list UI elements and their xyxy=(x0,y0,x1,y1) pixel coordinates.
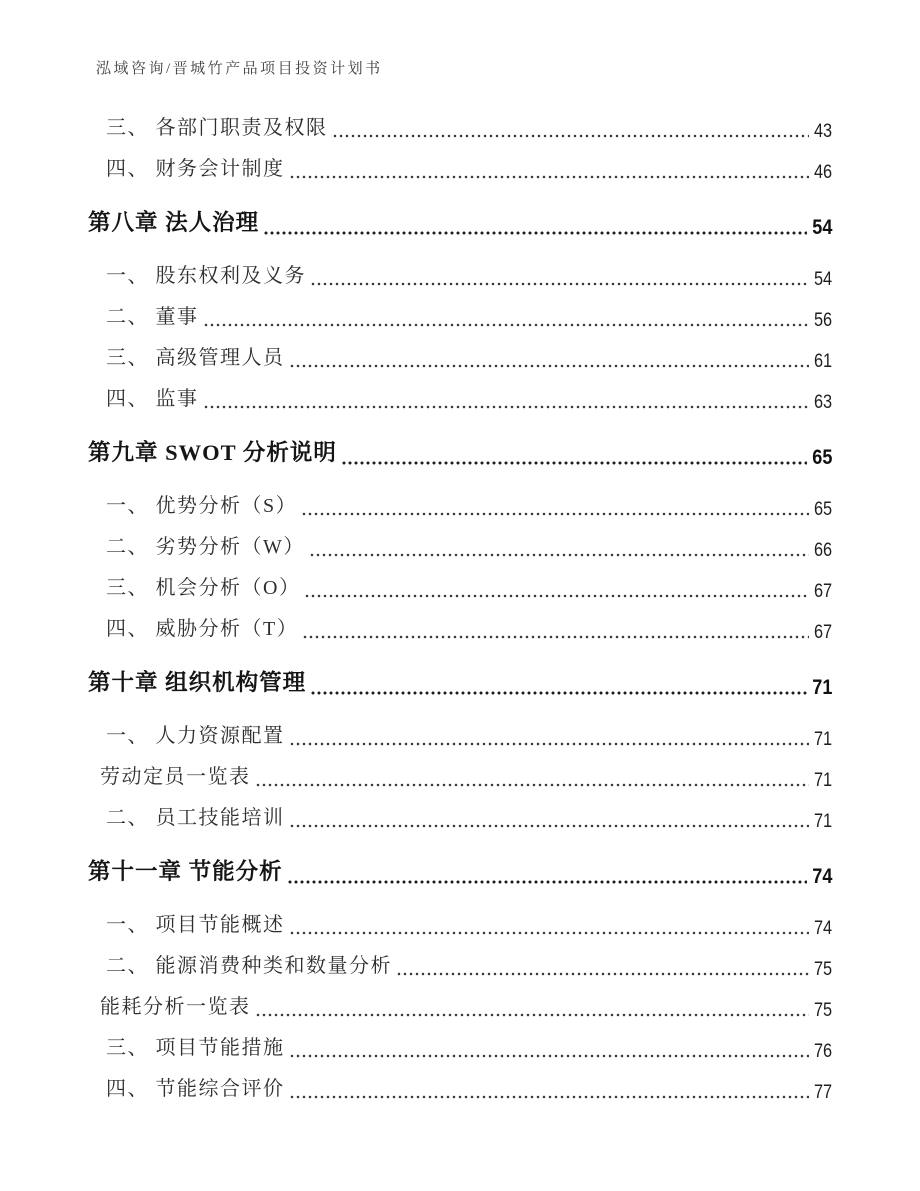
toc-page-number: 65 xyxy=(813,499,832,520)
toc-page-number: 75 xyxy=(813,959,832,980)
toc-entry-label: 二、 劣势分析（W） xyxy=(106,536,305,558)
toc-page-number: 74 xyxy=(813,918,832,939)
toc-page-number: 74 xyxy=(811,865,832,888)
toc-leader-dots xyxy=(310,691,807,695)
toc-leader-dots xyxy=(301,512,809,516)
toc-entry[interactable] xyxy=(88,798,832,839)
toc-entry[interactable] xyxy=(88,256,832,297)
toc-chapter-entry[interactable] xyxy=(88,662,832,706)
toc-page-number: 54 xyxy=(813,269,832,290)
toc-leader-dots xyxy=(289,931,809,935)
toc-entry[interactable] xyxy=(88,1028,832,1069)
toc-entry[interactable] xyxy=(88,108,832,149)
toc-entry-label: 三、 各部门职责及权限 xyxy=(106,117,328,139)
toc-entry[interactable] xyxy=(88,568,832,609)
toc-leader-dots xyxy=(289,1095,809,1099)
toc-leader-dots xyxy=(289,175,809,179)
toc-entry-label: 第十章 组织机构管理 xyxy=(88,670,307,695)
toc-entry[interactable] xyxy=(88,527,832,568)
toc-entry-label: 四、 威胁分析（T） xyxy=(106,618,299,640)
toc-leader-dots xyxy=(332,134,809,138)
toc-entry[interactable] xyxy=(88,946,832,987)
toc-page-number: 46 xyxy=(813,162,832,183)
toc-leader-dots xyxy=(263,231,807,235)
toc-page-number: 71 xyxy=(811,676,832,699)
toc-entry-label: 二、 董事 xyxy=(106,306,199,328)
toc-entry-label: 三、 机会分析（O） xyxy=(106,577,301,599)
toc-page-number: 61 xyxy=(813,351,832,372)
toc-entry-label: 一、 人力资源配置 xyxy=(106,725,285,747)
toc-entry-label: 二、 员工技能培训 xyxy=(106,807,285,829)
toc-page-number: 63 xyxy=(813,392,832,413)
toc-entry-label: 三、 项目节能措施 xyxy=(106,1037,285,1059)
toc-entry[interactable] xyxy=(88,905,832,946)
toc-leader-dots xyxy=(289,364,809,368)
toc-chapter-entry[interactable] xyxy=(88,202,832,246)
toc-entry[interactable] xyxy=(88,379,832,420)
toc-page-number: 76 xyxy=(813,1041,832,1062)
toc-leader-dots xyxy=(203,323,809,327)
toc-entry-label: 劳动定员一览表 xyxy=(100,766,251,788)
toc-leader-dots xyxy=(203,405,809,409)
toc-leader-dots xyxy=(287,880,807,884)
toc-entry-label: 第九章 SWOT 分析说明 xyxy=(88,440,337,465)
toc-entry[interactable] xyxy=(88,338,832,379)
toc-entry-label: 能耗分析一览表 xyxy=(100,996,251,1018)
toc-page-number: 67 xyxy=(813,581,832,602)
toc-page-number: 56 xyxy=(813,310,832,331)
toc-leader-dots xyxy=(289,1054,809,1058)
toc-page-number: 71 xyxy=(813,811,832,832)
toc-entry[interactable] xyxy=(88,149,832,190)
toc-leader-dots xyxy=(289,824,809,828)
toc-page-number: 67 xyxy=(813,622,832,643)
toc-entry-label: 一、 优势分析（S） xyxy=(106,495,298,517)
toc-entry[interactable] xyxy=(88,297,832,338)
toc-entry-label: 二、 能源消费种类和数量分析 xyxy=(106,955,392,977)
toc-page-number: 66 xyxy=(813,540,832,561)
toc-leader-dots xyxy=(341,461,807,465)
toc-page-number: 43 xyxy=(813,121,832,142)
toc-entry[interactable] xyxy=(88,716,832,757)
toc-entry[interactable] xyxy=(88,486,832,527)
document-header-text: 泓域咨询/晋城竹产品项目投资计划书 xyxy=(96,61,383,77)
toc-page-number: 65 xyxy=(811,446,832,469)
toc-entry-label: 三、 高级管理人员 xyxy=(106,347,285,369)
toc-entry[interactable] xyxy=(88,609,832,650)
toc-page-number: 77 xyxy=(813,1082,832,1103)
toc-entry[interactable] xyxy=(88,987,832,1028)
toc-leader-dots xyxy=(255,1013,809,1017)
toc-leader-dots xyxy=(255,783,809,787)
toc-list xyxy=(88,108,832,1110)
toc-page-number: 54 xyxy=(811,216,832,239)
toc-entry-label: 四、 监事 xyxy=(106,388,199,410)
toc-entry-label: 第十一章 节能分析 xyxy=(88,859,283,884)
toc-leader-dots xyxy=(289,742,809,746)
toc-page-number: 71 xyxy=(813,729,832,750)
toc-chapter-entry[interactable] xyxy=(88,851,832,895)
toc-leader-dots xyxy=(304,594,808,598)
toc-leader-dots xyxy=(310,282,809,286)
toc-page-number: 71 xyxy=(813,770,832,791)
toc-entry-label: 四、 财务会计制度 xyxy=(106,158,285,180)
toc-entry-label: 一、 股东权利及义务 xyxy=(106,265,306,287)
toc-leader-dots xyxy=(302,635,809,639)
toc-entry-label: 四、 节能综合评价 xyxy=(106,1078,285,1100)
toc-page-number: 75 xyxy=(813,1000,832,1021)
toc-leader-dots xyxy=(309,553,809,557)
toc-entry-label: 一、 项目节能概述 xyxy=(106,914,285,936)
toc-entry[interactable] xyxy=(88,1069,832,1110)
toc-leader-dots xyxy=(396,972,809,976)
toc-entry[interactable] xyxy=(88,757,832,798)
toc-chapter-entry[interactable] xyxy=(88,432,832,476)
toc-entry-label: 第八章 法人治理 xyxy=(88,210,260,235)
